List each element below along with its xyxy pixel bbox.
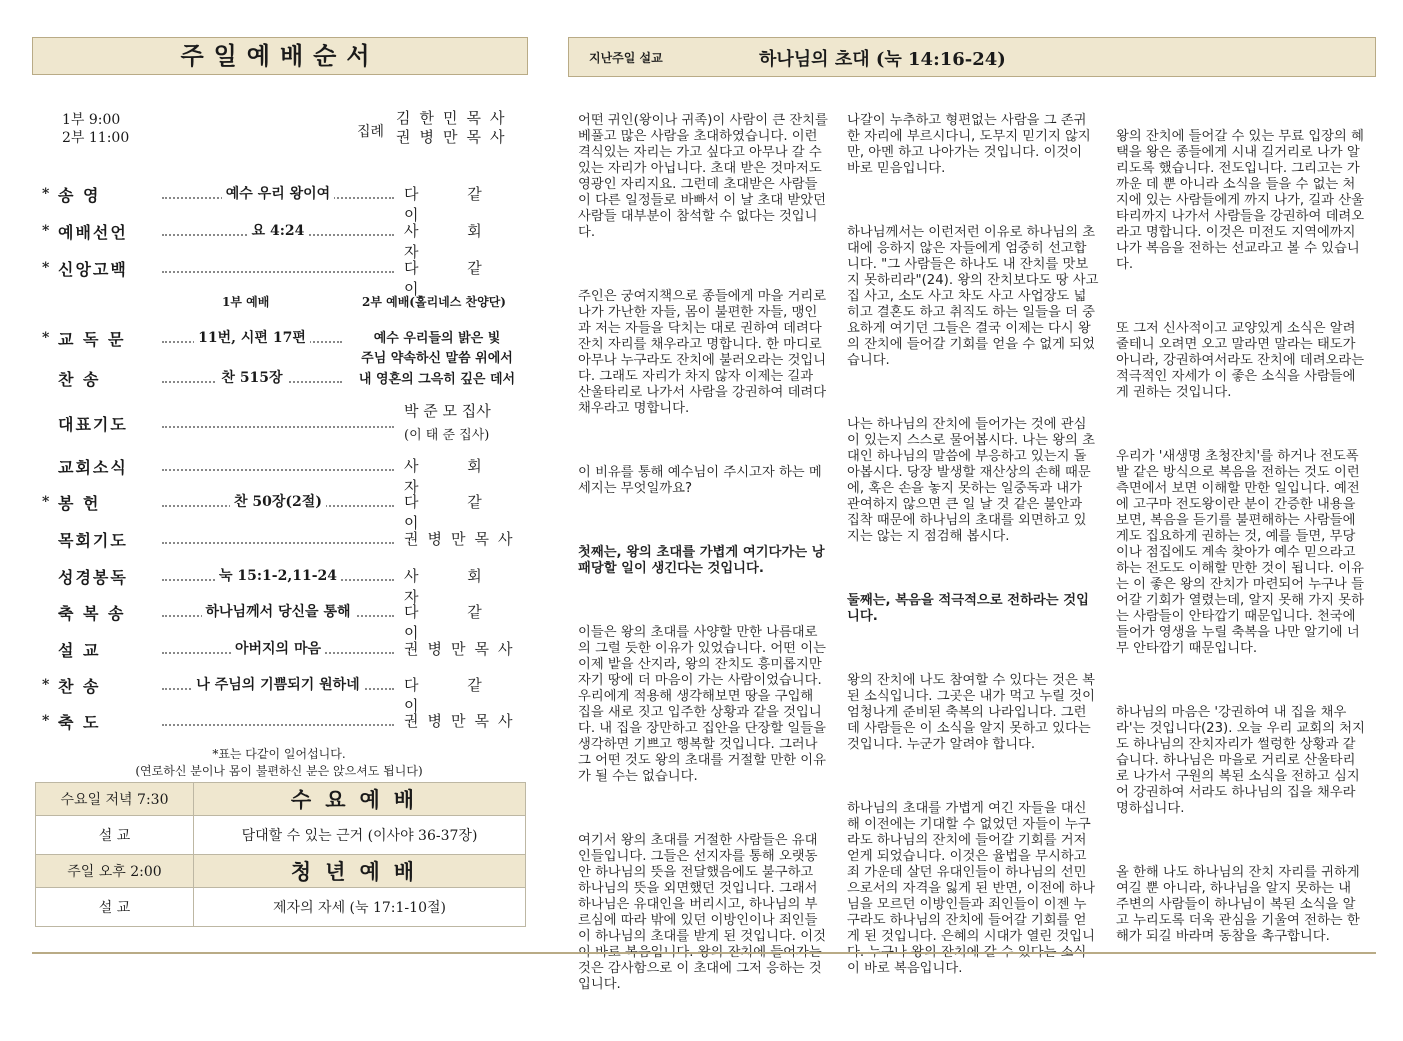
order-row: 대표기도 박 준 모 집사 (이 태 준 집사) <box>58 402 491 443</box>
order-row: 설 교 아버지의 마음 권병만목사 <box>58 640 522 660</box>
service-times: 1부 9:00 2부 11:00 <box>62 112 130 146</box>
order-row: 찬 송 찬 515장 <box>42 367 526 393</box>
order-row: * 교 독 문 11번, 시편 17편 <box>42 327 526 353</box>
order-row: * 봉 헌 찬 50장(2절) 다 같 이 <box>42 493 504 532</box>
hymn-2nd-line1: 주님 약속하신 말씀 위에서 <box>361 351 513 366</box>
hymn-2nd-line2: 내 영혼의 그윽히 깊은 데서 <box>358 372 516 387</box>
order-row: 교회소식 사 회 자 <box>58 457 504 496</box>
youth-sermon: 제자의 자세 (눅 17:1-10절) <box>194 888 526 927</box>
seated-note: (연로하신 분이나 몸이 불편하신 분은 앉으셔도 됩니다) <box>135 764 423 778</box>
youth-label: 설 교 <box>36 888 194 927</box>
wednesday-time: 수요일 저녁 7:30 <box>36 783 194 816</box>
leaders: 김한민목사 권병만목사 <box>396 109 514 146</box>
order-row: 목회기도 권병만목사 <box>58 530 522 550</box>
youth-title: 청년예배 <box>194 855 526 888</box>
responsive-reading-2nd: 예수 우리들의 밝은 빛 <box>373 331 501 346</box>
order-row: * 송 영 예수 우리 왕이여 다 같 이 <box>42 185 504 224</box>
sermon-column-3: 왕의 잔치에 들어갈 수 있는 무료 입장의 혜택을 왕은 종들에게 시내 길거리로 나가 알리도록 했습니다. 전도입니다. 그리고는 가까운 데 뿐 아니라 소식을 들을 수 없는 처지에 있는 사람들에게 까지 나가, 길과 산울타리까지 나가서 사람들을 강권하여 데려오라고 명합니다. 이것은 미전도 지역에까지 나가 복음을 전하는 선교라고 볼 수 있습니다. 또 그저 신사적이고 교양있게 소식은 알려 줄테니 오려면 오고 말라면 말라는 태도가 아니라, 강권하여서라도 잔치에 데려오라는 적극적인 자세가 이 좋은 소식을 사람들에게 권하는 것입니다. 우리가 '새생명 초청잔치'를 하거나 전도폭발 같은 방식으로 복음을 전하는 것도 이런 측면에서 보면 이해할 만한 일입니다. 예전에 고구마 전도왕이란 분이 간증한 내용을 보면, 복음을 듣기를 불편해하는 사람들에게도 집요하게 권하는 것, 예를 들면, 무당이나 점집에도 계속 찾아가 예수 믿으라고 하는 전도도 이해할 만한 것이 됩니다. 이유는 이 좋은 왕의 잔치가 마련되어 누구나 들어갈 기회가 열렸는데, 알지 못해 가지 못하는 사람들이 안타깝기 때문입니다. 천국에 들어가 영생을 누릴 축복을 나만 알기에 너무 안타깝기 때문입니다. 하나님의 마음은 '강권하여 내 집을 채우라'는 것입니다(23). 오늘 우리 교회의 처지도 하나님의 잔치자리가 썰렁한 상황과 같습니다. 하나님은 마을로 거리로 산울타리로 나가서 구원의 복된 소식을 전하고 심지어 강권하여 서라도 하나님의 집을 채우라 명하십니다. 올 한해 나도 하나님의 잔치 자리를 귀하게 여길 뿐 아니라, 하나님을 알지 못하는 내 주변의 사람들이 하나님이 복된 소식을 알고 누리도록 더욱 관심을 기울여 전하는 한 해가 되길 바라며 동참을 촉구합니다. <box>1116 129 1369 944</box>
worship-order-title: 주일예배순서 <box>32 37 528 75</box>
order-row: * 신앙고백 다 같 이 <box>42 259 504 298</box>
order-row: 성경봉독 눅 15:1-2,11-24 사 회 자 <box>58 567 504 606</box>
first-service-label: 1부 예배 <box>222 295 270 309</box>
order-row: * 찬 송 나 주님의 기쁨되기 원하네 다 같 이 <box>42 676 504 715</box>
standing-note: *표는 다같이 일어섭니다. <box>212 747 346 761</box>
worship-order-panel <box>32 37 528 952</box>
last-week-tag: 지난주일 설교 <box>589 51 663 65</box>
sermon-panel <box>568 37 1376 992</box>
other-services-table <box>35 782 526 927</box>
order-row: * 예배선언 요 4:24 사 회 자 <box>42 222 504 261</box>
youth-time: 주일 오후 2:00 <box>36 855 194 888</box>
sermon-column-2: 나갈이 누추하고 형편없는 사람을 그 존귀한 자리에 부르시다니, 도무지 믿기지 않지만, 아멘 하고 나아가는 것입니다. 이것이 바로 믿음입니다. 하나님께서는 이런저런 이유로 하나님의 초대에 응하지 않은 자들에게 엄중히 선고합니다. "그 사람들은 하나도 내 잔치를 맛보지 못하리라"(24). 왕의 잔치보다도 땅 사고 집 사고, 소도 사고 차도 사고 사업장도 넓히고 결혼도 하고 취직도 하는 일들을 더 중요하게 여기던 그들은 결국 이제는 다시 왕의 잔치에 들어갈 기회를 얻을 수 없게 되었습니다. 나는 하나님의 잔치에 들어가는 것에 관심이 있는지 스스로 물어봅시다. 나는 왕의 초대인 하나님의 말씀에 부응하고 있는지 돌아봅시다. 당장 발생할 재산상의 손해 때문에, 혹은 손을 놓지 못하는 일중독과 내가 관여하지 않으면 큰 일 날 것 같은 불안과 집착 때문에 하나님의 초대를 외면하고 있지는 않는 지 점검해 봅시다. 둘째는, 복음을 적극적으로 전하라는 것입니다. 왕의 잔치에 나도 참여할 수 있다는 것은 복된 소식입니다. 그곳은 내가 먹고 누릴 것이 엄청나게 준비된 축복의 나라입니다. 그런데 사람들은 이 소식을 알지 못하고 있다는 것입니다. 누군가 알려야 합니다. 하나님의 초대를 가볍게 여긴 자들을 대신해 이전에는 기대할 수 없었던 자들이 누구라도 하나님의 잔치에 들어갈 기회를 거저 얻게 되었습니다. 이것은 율법을 무시하고 죄 가운데 살던 유대인들이 하나님의 선민으로서의 자격을 잃게 된 반면, 이전에 하나님을 모르던 이방인들과 죄인들이 이젠 누구라도 하나님의 잔치에 들어갈 기회를 얻게 된 것입니다. 은혜의 시대가 열린 것입니다. 누구나 왕의 잔치에 갈 수 있다는 소식이 바로 복음입니다. <box>847 113 1103 976</box>
sermon-column-1: 어떤 귀인(왕이나 귀족)이 사람이 큰 잔치를 베풀고 많은 사람을 초대하였습니다. 이런 격식있는 자리는 가고 싶다고 아무나 갈 수 있는 자리가 아닙니다. 초대 받은 것마저도 영광인 자리지요. 그런데 초대받은 사람들이 다른 일정들로 바빠서 이 날 초대 받았던 사람들 대부분이 참석할 수 없다는 것입니다. 주인은 궁여지책으로 종들에게 마을 거리로 나가 가난한 자들, 몸이 불편한 자들, 맹인과 저는 자들을 닥치는 대로 권하여 데려다 잔치 자리를 채우라고 명합니다. 한 마디로 아무나 누구라도 잔치에 불러오라는 것입니다. 그래도 자리가 차지 않자 이제는 길과 산울타리로 나가서 사람을 강권하여 데려다 채우라고 명합니다. 이 비유를 통해 예수님이 주시고자 하는 메세지는 무엇일까요? 첫째는, 왕의 초대를 가볍게 여기다가는 낭패당할 일이 생긴다는 것입니다. 이들은 왕의 초대를 사양할 만한 나름대로의 그럴 듯한 이유가 있었습니다. 어떤 이는 이제 밭을 산지라, 왕의 잔치도 흥미롭지만 자기 땅에 더 마음이 가는 사람이었습니다. 우리에게 적용해 생각해보면 땅을 구입해 집을 새로 짓고 입주한 상황과 같을 것입니다. 내 집을 장만하고 집안을 단장할 일들을 생각하면 기쁘고 행복할 것입니다. 그러나 그 어떤 것도 왕의 초대를 거절할 만한 이유가 될 수는 없습니다. 여기서 왕의 초대를 거절한 사람들은 유대인들입니다. 그들은 선지자를 통해 오랫동안 하나님의 뜻을 전달했음에도 불구하고 하나님의 뜻을 외면했던 것입니다. 그래서 하나님은 유대인을 버리시고, 하나님의 부르심에 따라 밖에 있던 이방인이나 죄인들이 하나님의 초대를 받게 된 것입니다. 이것이 바로 복음입니다. 왕의 잔치에 들어가는 것은 감사함으로 이 초대에 그저 응하는 것입니다. <box>578 113 833 992</box>
sermon-title: 하나님의 초대 (눅 14:16-24) <box>759 49 1006 70</box>
bottom-divider <box>32 952 1376 954</box>
wednesday-sermon: 담대할 수 있는 근거 (이사야 36-37장) <box>194 816 526 855</box>
wednesday-title: 수요예배 <box>194 783 526 816</box>
sermon-header <box>568 37 1376 77</box>
order-row: * 축 도 권병만목사 <box>42 712 522 732</box>
wednesday-label: 설 교 <box>36 816 194 855</box>
second-service-label: 2부 예배(홀리네스 찬양단) <box>362 295 506 309</box>
order-row: 축 복 송 하나님께서 당신을 통해 다 같 이 <box>58 603 504 642</box>
leader-label: 집례 <box>357 124 385 140</box>
